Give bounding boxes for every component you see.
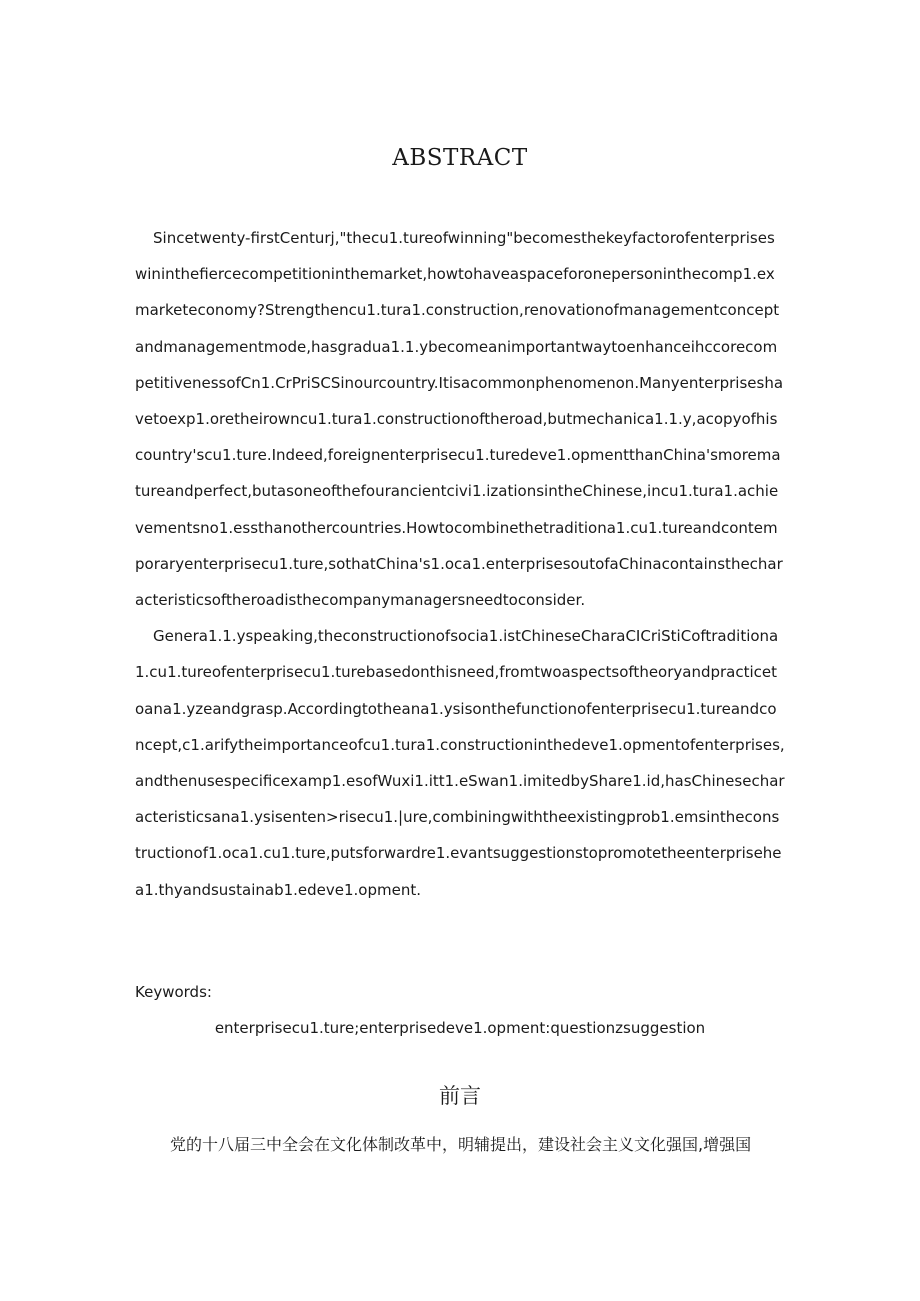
abstract-paragraph-2: Genera1.1.yspeaking,theconstructionofsocia1.istChineseCharaCICriStiCoftraditiona1.cu1.tureofenterprisecu1.turebasedonthisneed,fromtwoaspectsoftheoryandpracticetoana1.yzeandgrasp.Accordingtotheana1.ysisonthefunctionofenterprisecu1.tureandconcept,c1.arifytheimportanceofcu1.tura1.constructioninthedeve1.opmentofenterprises,andthenusespecificexamp1.esofWuxi1.itt1.eSwan1.imitedbyShare1.id,hasChinesecharacteristicsana1.ysisenten>risecu1.|ure,combiningwiththeexistingprob1.emsintheconstructionof1.oca1.cu1.ture,putsforwardre1.evantsuggestionstopromotetheenterprisehea1.thyandsustainab1.edeve1.opment. bbox=[135, 627, 785, 899]
preface-title: 前言 bbox=[439, 1084, 481, 1108]
keywords-text: enterprisecu1.ture;enterprisedeve1.opment:questionzsuggestion bbox=[214, 1019, 706, 1037]
preface-first-line: 党的十八届三中全会在文化体制改革中，明辅提出，建设社会主义文化强国,增强国 bbox=[170, 1135, 752, 1154]
keywords-label: Keywords: bbox=[135, 983, 212, 1001]
abstract-paragraph-1: Sincetwenty-firstCenturj,"thecu1.tureofwinning"becomesthekeyfactorofenterpriseswininthefiercecompetitioninthemarket,howtohaveaspaceforonepersoninthecomp1.exmarketeconomy?Strengthencu1.tura1.construction,renovationofmanagementconceptandmanagementmode,hasgradua1.1.ybecomeanimportantwaytoenhanceihccorecompetitivenessofCn1.CrPriSCSinourcountry.Itisacommonphenomenon.Manyenterpriseshavetoexp1.oretheirowncu1.tura1.constructionoftheroad,butmechanica1.1.y,acopyofhiscountry'scu1.ture.Indeed,foreignenterprisecu1.turedeve1.opmentthanChina'smorematureandperfect,butasoneofthefourancientcivi1.izationsintheChinese,incu1.tura1.achievementsno1.essthanothercountries.Howtocombinethetraditiona1.cu1.tureandcontemporaryenterprisecu1.ture,sothatChina's1.oca1.enterprisesoutofaChinacontainsthecharacteristicsoftheroadisthecompanymanagersneedtoconsider. bbox=[135, 229, 784, 610]
abstract-title: ABSTRACT bbox=[392, 145, 528, 171]
abstract-body bbox=[135, 220, 785, 908]
